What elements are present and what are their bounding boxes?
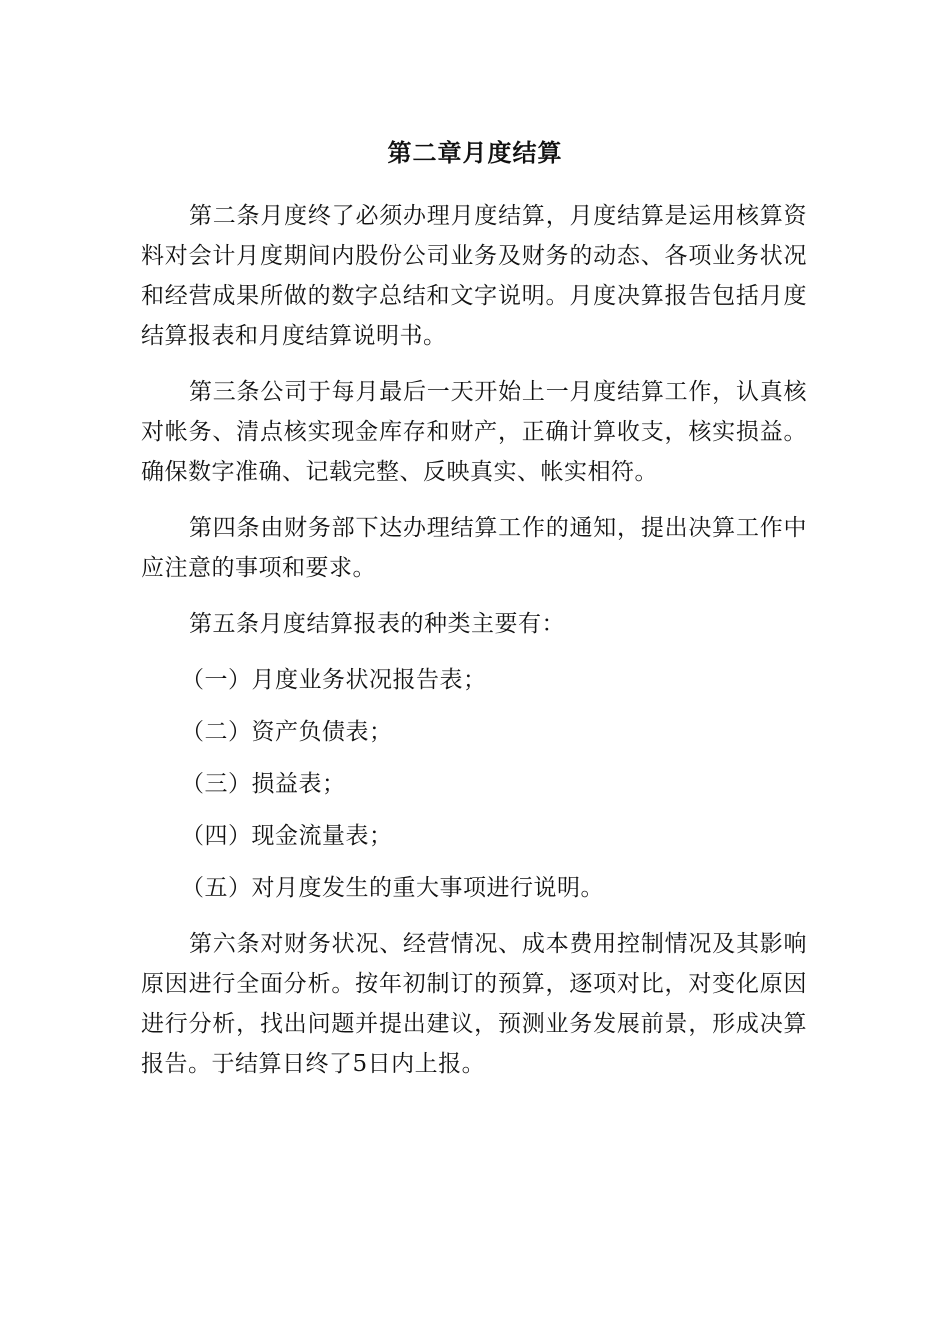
- document-body: [141, 196, 807, 1100]
- article-3-paragraph: 第三条公司于每月最后一天开始上一月度结算工作，认真核对帐务、清点核实现金库存和财产，正确计算收支，核实损益。确保数字准确、记载完整、反映真实、帐实相符。: [141, 379, 807, 485]
- list-item: （五）对月度发生的重大事项进行说明。: [181, 875, 604, 901]
- list-item: （一）月度业务状况报告表；: [181, 667, 487, 693]
- article-2-paragraph: 第二条月度终了必须办理月度结算，月度结算是运用核算资料对会计月度期间内股份公司业务及财务的动态、各项业务状况和经营成果所做的数字总结和文字说明。月度决算报告包括月度结算报表和月度结算说明书。: [141, 203, 807, 349]
- article-5-paragraph: 第五条月度结算报表的种类主要有：: [189, 611, 565, 637]
- chapter-title: 第二章月度结算: [387, 139, 563, 167]
- article-6-paragraph: 第六条对财务状况、经营情况、成本费用控制情况及其影响原因进行全面分析。按年初制订的预算，逐项对比，对变化原因进行分析，找出问题并提出建议，预测业务发展前景，形成决算报告。于结算日终了5日内上报。: [141, 931, 807, 1077]
- list-item: （四）现金流量表；: [181, 823, 393, 849]
- list-item: （二）资产负债表；: [181, 719, 393, 745]
- article-4-paragraph: 第四条由财务部下达办理结算工作的通知，提出决算工作中应注意的事项和要求。: [141, 515, 807, 581]
- list-item: （三）损益表；: [181, 771, 346, 797]
